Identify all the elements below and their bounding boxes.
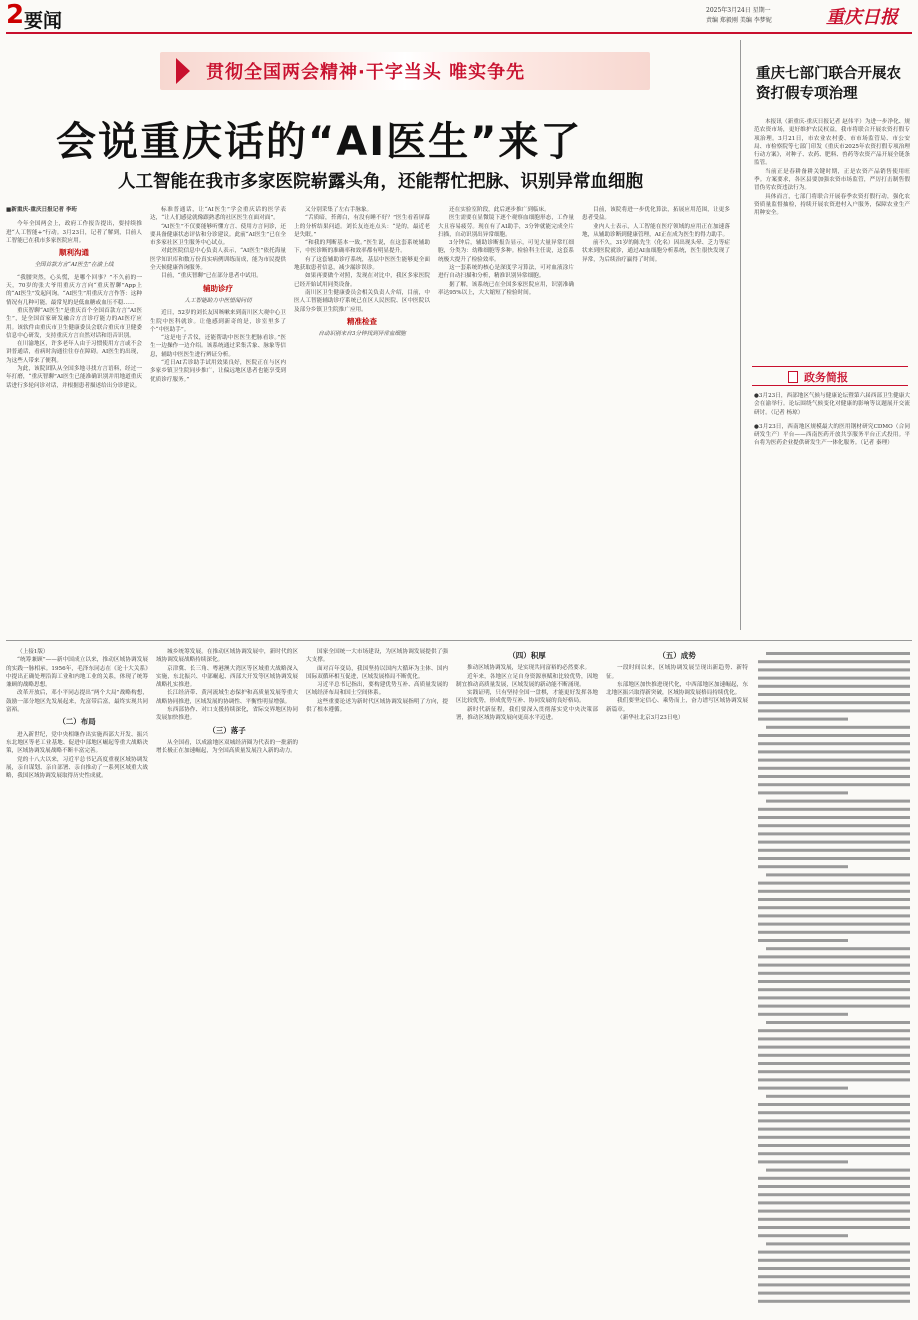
sidebar-headline: 重庆七部门联合开展农资打假专项治理 [756,66,901,102]
slogan-banner [160,52,650,90]
banner-flag-icon [176,58,190,84]
paragraph: 本报讯（新重庆-重庆日报记者 赵伟平）为进一步净化、规范农资市场，更好维护农民权益，我市将联合开展农资打假专项治理。3月21日，市农业农村委、市市场监管局、市公安局、市检察院等七部门印发《重庆市2025年农资打假专项治理行动方案》，对种子、农药、肥料、兽药等农资产品开展全链条监管。 [754,119,910,167]
paragraph: 一段时间以来，区域协调发展呈现出新趋势、新特征。 [606,665,748,680]
paragraph: 国家全国统一大市场建设，为区域协调发展提供了强大支撑。 [306,649,448,664]
text-line [758,1300,910,1303]
masthead-logo: 重庆日报 [826,7,898,28]
header-editors: 责编 郑毅刚 美编 李梦妮 [706,17,772,24]
paragraph: 在川渝地区，许多老年人由于习惯使用方言或不会讲普通话，看病时沟通往往存在障碍。AI医生的出现，为这些人带来了便利。 [6,341,142,364]
text-line [758,824,910,827]
paragraph: （新华社北京3月23日电） [617,715,684,722]
paragraph: 如果再要做个对照，发现在对比中，我区多家医院已经开始试用同类设备。 [294,273,430,288]
text-line [766,800,910,803]
text-line [758,849,910,852]
text-line [766,1242,910,1245]
section-head: 辅助诊疗 [203,283,233,293]
paragraph: 目前，“重庆智聊”已在部分患者中试用。 [161,273,262,280]
paragraph: （上接1版） [17,649,49,655]
lead-col-3 [294,206,430,630]
text-line [758,955,910,958]
paragraph: 3分钟后，辅助诊断报告显示，可见大量异常红细胞，分类为：幼稚细胞等多种。检验科主任说，这套系统极大提升了检验效率。 [438,240,574,263]
section-subhead: 自动识别来自3分钟找到异常血细胞 [318,331,406,338]
text-line [758,742,910,745]
paragraph: “这是电子舌仪，还能帮助中医医生把脉看诊。”医生一边操作一边介绍。该系统通过采集舌象、脉象等信息，辅助中医医生进行辨证分析。 [150,335,286,358]
paragraph: “和我的判断基本一致。”医生说，在这套系统辅助下，中医诊断的准确率和效率都有明显提升。 [294,240,430,255]
section-head: （三）落子 [208,725,246,735]
text-line [758,1087,848,1090]
paragraph: 医生需要在显微镜下逐个观察血细胞形态，工作量大且容易疲劳。现在有了AI助手，3分钟就能完成全片扫描，自动识别出异常细胞。 [438,215,574,238]
sidebar-body [754,118,910,354]
text-line [758,1292,910,1295]
text-line [758,668,910,671]
paragraph: 今年全国两会上，政府工作报告提出，要持续推进“人工智能+”行动。3月23日，记者了解到，目前人工智能已在我市多家医院应用。 [6,221,142,244]
text-line [758,1152,910,1155]
text-line [766,873,910,876]
section-name: 要闻 [24,11,63,32]
digest-header [752,366,908,386]
paragraph: 改革开放后，邓小平同志提出“两个大局”战略构想，鼓励一部分地区先发展起来，先富带后富，最终实现共同富裕。 [6,690,148,714]
text-line [758,841,910,844]
digest-item: ●3月23日，西南地区规模最大的医用钢材研究CDMO（合同研发生产）平台——西南医药开放共享服务平台正式投用。平台将为医药企业提供研发生产一体化服务。（记者 秦理） [754,423,910,447]
digest-title: 政务简报 [804,371,848,384]
text-line [758,1062,910,1065]
text-line [758,906,910,909]
lower-col-4 [456,648,598,1316]
lead-subheadline: 人工智能在我市多家医院崭露头角，还能帮忙把脉、识别异常血细胞 [118,172,643,192]
paragraph: 对此医院信息中心负责人表示，“AI医生”依托海量医学知识库和数万份真实病例训练而成，能为市民提供全天候健康咨询服务。 [150,248,286,272]
text-line [758,980,910,983]
paragraph: “近日AI舌诊助手试用效果良好，医院正在与区内多家乡镇卫生院同步推广，让偏远地区患者也能享受到优质诊疗服务。” [150,360,286,383]
text-line [758,1005,910,1008]
text-line [758,718,848,721]
text-line [758,1185,910,1188]
lower-col-1 [6,648,148,1316]
text-line [758,1136,910,1139]
text-line [758,939,848,942]
paragraph: 目前，该院将进一步优化算法，拓展应用范围，让更多患者受益。 [582,207,730,222]
section-head: （五）成势 [658,651,696,660]
text-line [758,1210,910,1213]
text-line [758,1144,910,1147]
text-line [758,808,910,811]
text-line [766,1169,910,1172]
paragraph: 长江经济带、黄河流域生态保护和高质量发展等重大战略协同推进，区域发展的协调性、平衡性明显增强。 [156,690,298,705]
text-line [758,898,910,901]
text-line [758,1259,910,1262]
paragraph: 实践证明，只有坚持全国一盘棋，才能更好发挥各地区比较优势，形成优势互补、协同发展的良好格局。 [456,690,598,705]
text-line [758,832,910,835]
section-subhead: 全国首款方言“AI医生”在渝上线 [34,262,114,269]
paragraph: “统筹兼顾”——新中国成立以来，推动区域协调发展的实践一脉相承。1956年，毛泽东同志在《论十大关系》中提出正确处理沿海工业和内地工业的关系，体现了统筹兼顾的战略思想。 [6,657,148,689]
text-line [758,709,910,712]
text-line [758,1201,910,1204]
text-line [758,972,910,975]
text-line [758,865,848,868]
paragraph: “我腰突然，心头慌，是哪个回事？”不久前的一天，70岁的张大爷用重庆方言向“重庆智聊”App上的“AI医生”发起问询。“AI医生”用重庆方言作答：这种情况有几种可能，最常见的是低血糖或血压不稳…… [6,274,142,306]
sidebar [752,40,912,640]
lead-col-4 [438,206,574,630]
section-subhead: 人工智能助力中医望闻问切 [184,297,252,304]
text-line [758,1070,910,1073]
paragraph: 为此，该院团队从全国多地寻找方言语料，经过一年打磨，“重庆智聊”AI医生已能准确识别并用地道重庆话进行多轮问诊对话，并根据患者描述给出分诊建议。 [6,366,142,389]
paragraph: 我们要坚定信心、乘势而上，奋力谱写区域协调发展新篇章。 [606,698,748,713]
paragraph: 有了这套辅助诊疗系统，基层中医医生能够更全面地获取患者信息，减少漏诊误诊。 [294,256,430,272]
paragraph: 这一套系统的核心是深度学习算法，可对血液涂片进行自动扫描和分析，精准识别异常细胞。 [438,265,574,280]
text-line [758,857,910,860]
text-line [758,693,910,696]
paragraph: 近日，52岁的刘长友因咳嗽来到南川区大观中心卫生院中医科就诊。让他感到新奇的是，诊室里多了个“中医助手”。 [150,310,286,333]
paragraph: 城乡统筹发展。在推动区域协调发展中，新时代的区域协调发展战略持续深化。 [156,649,298,664]
paragraph: 前不久，31岁的陈先生（化名）因出现头晕、乏力等症状来到医院就诊，通过AI血细胞分析系统，医生很快发现了异常，为后续治疗赢得了时间。 [582,240,730,263]
text-line [758,1046,910,1049]
paragraph: 业内人士表示，人工智能在医疗领域的应用正在加速落地，从辅助诊断到健康管理，AI正在成为医生的得力助手。 [582,223,730,238]
text-line [758,775,910,778]
paragraph: 党的十八大以来，习近平总书记高度重视区域协调发展，亲自谋划、亲自部署、亲自推动了一系列区域重大战略，我国区域协调发展取得历史性成就。 [6,756,148,780]
paragraph: 南川区卫生健康委员会相关负责人介绍，目前，中医人工智能辅助诊疗系统已在区人民医院、区中医院以及部分乡镇卫生院推广应用。 [294,289,430,313]
text-line [758,1193,910,1196]
paragraph: 重庆智聊“AI医生”是重庆首个全国首款方言“AI医生”，是全国首家研发融合方言诊疗能力的AI医疗应用。该软件由重庆市卫生健康委员会联合重庆市卫健委信息中心研发，支持重庆方言自然对话和语音识别。 [6,307,142,339]
text-line [758,964,910,967]
text-line [758,1283,910,1286]
text-line [758,791,848,794]
lower-col-2 [156,648,298,1316]
digest-item: ●3月23日，西部地区气候与健康论坛暨第六届西部卫生健康大会在渝举行。论坛围绕气候变化对健康的影响等议题展开交流研讨。（记者 杨琼） [754,393,910,416]
paragraph: 标准普通话，让“AI医生”学会重庆话的医学表达，“让人们感觉就像跟熟悉的社区医生在面对面”。 [150,207,286,222]
section-head: （四）积厚 [508,651,546,660]
text-line [758,1275,910,1278]
text-line [758,890,910,893]
text-line [758,923,910,926]
text-line [758,931,910,934]
digest-items [754,392,910,622]
text-line [758,701,910,704]
text-line [758,1054,910,1057]
paragraph: 进入新世纪，党中央相继作出实施西部大开发、振兴东北地区等老工业基地、促进中部地区崛起等重大战略决策，区域协调发展战略不断丰富完善。 [6,731,148,755]
lead-headline: 会说重庆话的“AI医生”来了 [56,119,583,165]
paragraph: 从全国看，以成渝地区双城经济圈为代表的一批新的增长极正在加速崛起，为全国高质量发展注入新的动力。 [156,739,298,755]
text-line [758,1160,848,1163]
text-line [758,767,910,770]
text-line [766,652,910,655]
section-head: 精准检查 [347,316,377,326]
text-line [766,1021,910,1024]
paragraph: 近年来，各地区立足自身资源禀赋和比较优势，因地制宜推动高质量发展，区域发展的新动能不断涌现。 [456,673,598,688]
text-line [758,996,910,999]
lead-col-5 [582,206,730,630]
text-line [758,734,910,737]
text-line [758,1119,910,1122]
paragraph: 东西部协作、对口支援持续深化，省际交界地区协同发展加快推进。 [156,707,298,722]
text-line [758,988,910,991]
text-line [758,1037,910,1040]
section-head: （二）布局 [58,717,96,727]
text-line [758,685,910,688]
text-line [758,660,910,663]
paragraph: “AI医生”不仅要能够听懂方言、使用方言问诊，还要具备健康状态评估和分诊建议。此前“AI医生”已在全市多家社区卫生服务中心试点。 [150,223,286,247]
text-line [758,882,910,885]
lower-col-3 [306,648,448,1316]
text-line [758,759,910,762]
text-line [758,1111,910,1114]
paragraph: 当前正是春耕备耕关键时期，正是农资产品销售使用旺季。方案要求，各区县要加强农资市场监管，严厉打击制售假冒伪劣农资违法行为。 [754,168,910,192]
paragraph: 具体而言，七部门将联合开展春季农资打假行动，强化农资质量监督抽检，持续开展农资进村入户服务，保障农业生产用种安全。 [754,193,910,217]
paragraph: 面对百年变局，我国坚持以国内大循环为主体、国内国际双循环相互促进，区域发展格局不断优化。 [306,665,448,680]
text-line [758,1218,910,1221]
text-line [758,783,910,786]
text-line [766,947,910,950]
text-line [758,1251,910,1254]
paragraph: 据了解，该系统已在全国多家医院应用，识别准确率达95%以上，大大缩短了检验时间。 [438,281,574,296]
lead-byline: ■新重庆-重庆日报记者 李珩 [6,207,78,213]
text-line [758,1177,910,1180]
paragraph: 习近平总书记指出，要构建优势互补、高质量发展的区域经济布局和国土空间体系。 [306,682,448,697]
paragraph: 东部地区加快推进现代化，中西部地区加速崛起，东北地区振兴取得新突破，区域协调发展格局持续优化。 [606,681,748,697]
paragraph: 这些重要论述为新时代区域协调发展指明了方向，提供了根本遵循。 [306,698,448,714]
lower-col-5 [606,648,748,1316]
paragraph: 又分别采集了左右手脉象。 [305,207,373,213]
paragraph: 京津冀、长三角、粤港澳大湾区等区域重大战略深入实施，东北振兴、中部崛起、西部大开发等区域协调发展战略扎实推进。 [156,665,298,689]
text-line [758,1234,848,1237]
text-line [758,914,910,917]
text-line [758,1267,910,1270]
text-texture [756,648,912,1316]
text-line [758,1128,910,1131]
paragraph: 还在实验室阶段，此后逐步推广到临床。 [449,207,550,213]
lower-col-6 [756,648,912,1316]
header-rule [6,32,912,34]
text-line [758,1029,910,1032]
column-divider [740,40,741,630]
section-head: 顺利沟通 [59,248,89,258]
text-line [766,1095,910,1098]
section-divider [6,640,912,641]
page-number: 2 [6,0,25,30]
paragraph: 新时代新征程，我们要深入贯彻落实党中央决策部署，推动区域协调发展向更高水平迈进。 [456,706,598,722]
text-line [758,1226,910,1229]
text-line [758,750,910,753]
text-line [766,726,910,729]
text-line [758,816,910,819]
lead-col-2 [150,206,286,630]
document-icon [788,371,798,383]
page-header [6,2,912,32]
paragraph: “舌质暗，苔薄白，有没有睡不好？”医生看着屏幕上的分析结果问道。刘长友连连点头：“是的，最近老是失眠。” [294,215,430,238]
text-line [758,1078,910,1081]
text-line [758,677,910,680]
text-line [758,1103,910,1106]
lead-col-1 [6,206,142,630]
banner-text: 贯彻全国两会精神·干字当头 唯实争先 [206,62,526,83]
text-line [758,1013,848,1016]
paragraph: 推动区域协调发展，是实现共同富裕的必然要求。 [467,665,591,672]
header-date: 2025年3月24日 星期一 [706,7,771,14]
